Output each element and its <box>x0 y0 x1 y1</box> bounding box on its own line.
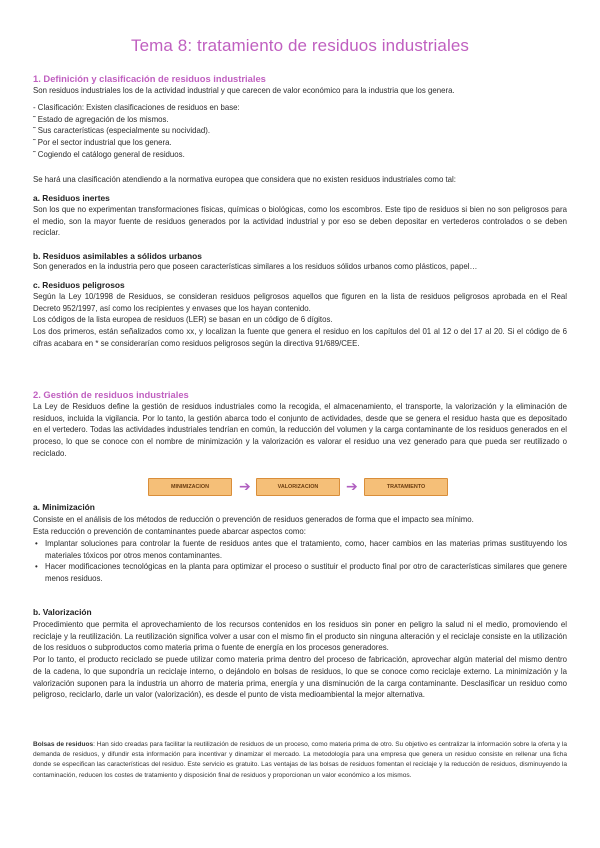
classification-line: ˜ Por el sector industrial que los genera. <box>33 138 172 148</box>
subheading-inertes: a. Residuos inertes <box>33 193 110 203</box>
list-item: • Hacer modificaciones tecnológicas en la planta para optimizar el proceso o sustituir el producto final por otro de características similares que genere menos residuos. <box>33 561 567 584</box>
bolsas-label: Bolsas de residuos <box>33 741 94 748</box>
arrow-right-icon: ➔ <box>239 478 251 494</box>
minimizacion-text-1: Consiste en el análisis de los métodos de reducción o prevención de residuos generados de forma que el impacto sea mínimo. <box>33 515 474 524</box>
subheading-asimilables: b. Residuos asimilables a sólidos urbanos <box>33 251 202 261</box>
peligrosos-text-1: Según la Ley 10/1998 de Residuos, se consideran residuos peligrosos aquellos que figuren en la lista de residuos peligrosos aprobada en el Real Decreto 952/1997, así como los recipientes y envases que los hayan contenido. <box>33 292 567 313</box>
flow-box-minimizacion: MINIMIZACION <box>148 478 232 496</box>
flow-box-tratamiento: TRATAMIENTO <box>364 478 448 496</box>
bolsas-text: : Han sido creadas para facilitar la reutilización de residuos de un proceso, como materia prima de otro. Su objetivo es centralizar la información sobre la oferta y la demanda de residuos, y difundir esta información para incentivar y dinamizar el mercado. La metodología para una empresa que genera un residuo consiste en rellenar una ficha donde se especifican las características del residuo. Este servicio es gratuito. Las ventajas de las bolsas de residuos fomentan el reciclaje y la reducción de residuos, disminuyendo la contaminación, reducen los costes de tratamiento y disposición final de residuos y proporcionan un valor económico a los mismos. <box>33 741 567 779</box>
list-item: • Implantar soluciones para controlar la fuente de residuos antes que el tratamiento, como, hacer cambios en las materias primas sustituyendo los materiales tóxicos por otros menos contaminantes. <box>33 538 567 561</box>
subheading-peligrosos: c. Residuos peligrosos <box>33 280 125 290</box>
valorizacion-text-2: Por lo tanto, el producto reciclado se puede utilizar como materia prima dentro del proceso de fabricación, aprovechar algún material del mismo dentro de la cadena, lo que supondría un reciclaje interno, o dejándolo en bolsas de residuos, lo que se conoce como reciclaje externo. La minimización y la valorización suponen para la industria un ahorro de materia prima, energía y una disminución de la carga contaminante. Desclasificar un residuo como peligroso, reciclarlo, darle un valor (valorización), es desde el punto de vista medioambiental la mejor alternativa. <box>33 655 567 700</box>
flow-box-valorizacion: VALORIZACION <box>256 478 340 496</box>
process-flow-diagram <box>148 478 448 496</box>
valorizacion-text-1: Procedimiento que permita el aprovechamiento de los recursos contenidos en los residuos sin poner en peligro la salud ni el medio, promoviendo el reciclaje y la reutilización. La reutilización significa volver a usar con el mismo fin el producto sin ninguna alteración y el reciclaje consiste en la utilización de los residuos o subproductos como materia prima o fuente de energía en los procesos generadores. <box>33 620 567 653</box>
classification-line: - Clasificación: Existen clasificaciones de residuos en base: <box>33 103 240 112</box>
peligrosos-text-3: Los dos primeros, están señalizados como xx, y localizan la fuente que genera el residuo en los capítulos del 01 al 12 o del 17 al 20. Si el código de 6 cifras acabara en * se considerarían como residuos peligrosos según la directiva 91/689/CEE. <box>33 327 567 348</box>
classification-line: ˜ Sus características (especialmente su nocividad). <box>33 126 210 136</box>
subheading-valorizacion: b. Valorización <box>33 607 92 617</box>
minimizacion-bullet-list <box>33 538 567 585</box>
subheading-minimizacion: a. Minimización <box>33 502 95 512</box>
classification-list <box>33 102 567 161</box>
page-title: Tema 8: tratamiento de residuos industriales <box>131 36 469 55</box>
section1-heading: 1. Definición y clasificación de residuos industriales <box>33 73 266 84</box>
section2-heading: 2. Gestión de residuos industriales <box>33 389 189 400</box>
section2-intro: La Ley de Residuos define la gestión de residuos industriales como la recogida, el almacenamiento, el transporte, la valorización y la eliminación de residuos, incluida la vigilancia. Por lo tanto, la gestión abarca todo el conjunto de actividades, desde que se genera el residuo hasta que es depositado en el vertedero. Todas las actividades industriales tendrían en común, la reducción del volumen y la carga contaminante de los residuos generados en el proceso, lo que se conoce con el nombre de minimización y la valorización es valorar el residuo una vez generado para que pueda ser reutilizado o reciclado. <box>33 402 567 458</box>
minimizacion-text-2: Esta reducción o prevención de contaminantes puede abarcar aspectos como: <box>33 527 306 536</box>
inertes-text: Son los que no experimentan transformaciones físicas, químicas o biológicas, como los escombros. Este tipo de residuos si bien no son peligrosos para el medio, son la mayor fuente de residuos generados por la actividad industrial y por eso se deben depositar en vertederos controlados o se deben reciclar. <box>33 205 567 238</box>
peligrosos-text-2: Los códigos de la lista europea de residuos (LER) se basan en un código de 6 dígitos. <box>33 315 333 325</box>
asimilables-text: Son generados en la industria pero que poseen características similares a los residuos sólidos urbanos como plásticos, papel… <box>33 262 478 271</box>
peligrosos-block <box>33 291 567 350</box>
classification-line: ˜ Cogiendo el catálogo general de residuos. <box>33 149 185 159</box>
classification-line: ˜ Estado de agregación de los mismos. <box>33 114 169 124</box>
valorizacion-block <box>33 619 567 701</box>
section1-intro: Son residuos industriales los de la actividad industrial y que carecen de valor económico para la industria que los genera. <box>33 86 455 95</box>
arrow-right-icon: ➔ <box>346 478 358 494</box>
normativa-text: Se hará una clasificación atendiendo a la normativa europea que considera que no existen residuos industriales como tal: <box>33 175 456 184</box>
bolsas-paragraph <box>33 740 567 781</box>
